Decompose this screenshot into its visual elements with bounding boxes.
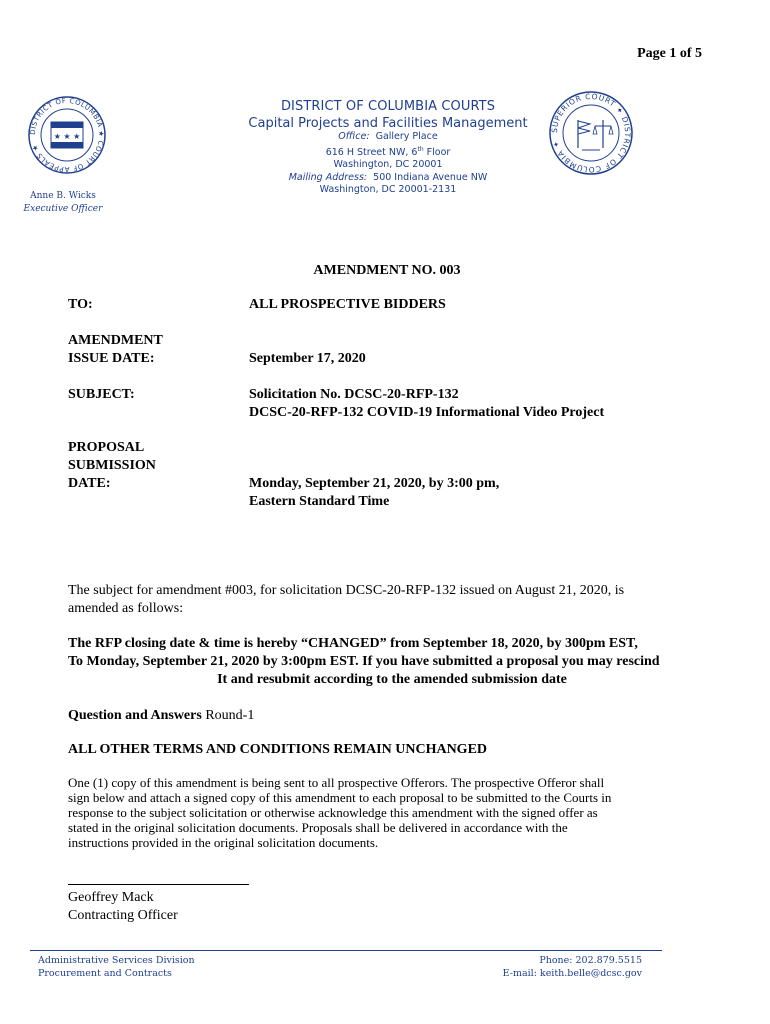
footer-left: Administrative Services Division Procurement and Contracts <box>38 955 195 979</box>
copy-paragraph: One (1) copy of this amendment is being sent to all prospective Offerors. The prospective Offeror shall sign below and attach a signed copy of this amendment to each proposal to be submitted to the Courts in response to the subject solicitation or otherwise acknowledge this amendment with the signed offer as stated in the original solicitation documents. Proposals shall be delivered in accordance with the instructions provided in the original solicitation documents. <box>68 775 612 850</box>
footer-right <box>503 954 642 980</box>
subject-label: SUBJECT: <box>68 387 135 402</box>
issue-date-label: AMENDMENT ISSUE DATE: <box>68 333 163 366</box>
signer-name: Geoffrey Mack <box>68 890 154 905</box>
footer-email: E-mail: keith.belle@dcsc.gov <box>502 968 642 979</box>
change-notice: The RFP closing date & time is hereby “CHANGED” from September 18, 2020, by 300pm EST, To Monday, September 21, 2020 by 3:00pm EST. If you have submitted a proposal you may rescind It and resubmit according to the amended submission date <box>68 636 660 687</box>
city-line: Washington, DC 20001 <box>333 159 443 171</box>
svg-text:SUPERIOR COURT ✦ DISTRICT OF C: SUPERIOR COURT ✦ DISTRICT OF COLUMBIA ✦ <box>549 91 633 175</box>
qa-line: Question and Answers Round-1 <box>68 708 255 723</box>
svg-text:★ ★ ★: ★ ★ ★ <box>53 132 81 141</box>
office-line: Office: Gallery Place <box>338 131 438 142</box>
footer-rule <box>30 950 662 951</box>
signer-title: Contracting Officer <box>68 908 178 923</box>
superior-court-seal <box>548 90 634 176</box>
svg-text:DISTRICT OF COLUMBIA ★ COURT O: DISTRICT OF COLUMBIA ★ COURT OF APPEALS ★ <box>28 96 106 174</box>
mailing-line: Mailing Address: 500 Indiana Avenue NW <box>288 171 488 183</box>
mailing-city-line: Washington, DC 20001-2131 <box>319 184 457 196</box>
to-value: ALL PROSPECTIVE BIDDERS <box>249 297 446 312</box>
amendment-number: AMENDMENT NO. 003 <box>313 263 461 278</box>
issue-date-value: September 17, 2020 <box>249 351 366 366</box>
footer-phone: Phone: 202.879.5515 <box>539 955 642 966</box>
subject-value: Solicitation No. DCSC-20-RFP-132 DCSC-20-RFP-132 COVID-19 Informational Video Project <box>249 387 605 420</box>
signature-block <box>68 889 178 925</box>
signature-line <box>68 884 249 885</box>
intro-paragraph: The subject for amendment #003, for solicitation DCSC-20-RFP-132 issued on August 21, 2020, is amended as follows: <box>68 583 625 616</box>
court-of-appeals-seal <box>27 95 107 175</box>
proposal-date-label: PROPOSAL SUBMISSION DATE: <box>68 440 156 491</box>
proposal-date-value: Monday, September 21, 2020, by 3:00 pm, Eastern Standard Time <box>249 476 500 509</box>
executive-title: Executive Officer <box>23 204 103 214</box>
header-address-block <box>230 131 546 197</box>
header-subtitle: Capital Projects and Facilities Management <box>248 116 528 131</box>
to-label: TO: <box>68 297 93 312</box>
executive-officer-block <box>18 190 108 216</box>
executive-name: Anne B. Wicks <box>30 191 96 201</box>
terms-line: ALL OTHER TERMS AND CONDITIONS REMAIN UNCHANGED <box>68 742 488 757</box>
street-line: 616 H Street NW, 6th Floor <box>325 145 451 158</box>
page-number: Page 1 of 5 <box>637 46 702 61</box>
header-title: DISTRICT OF COLUMBIA COURTS <box>280 99 496 114</box>
